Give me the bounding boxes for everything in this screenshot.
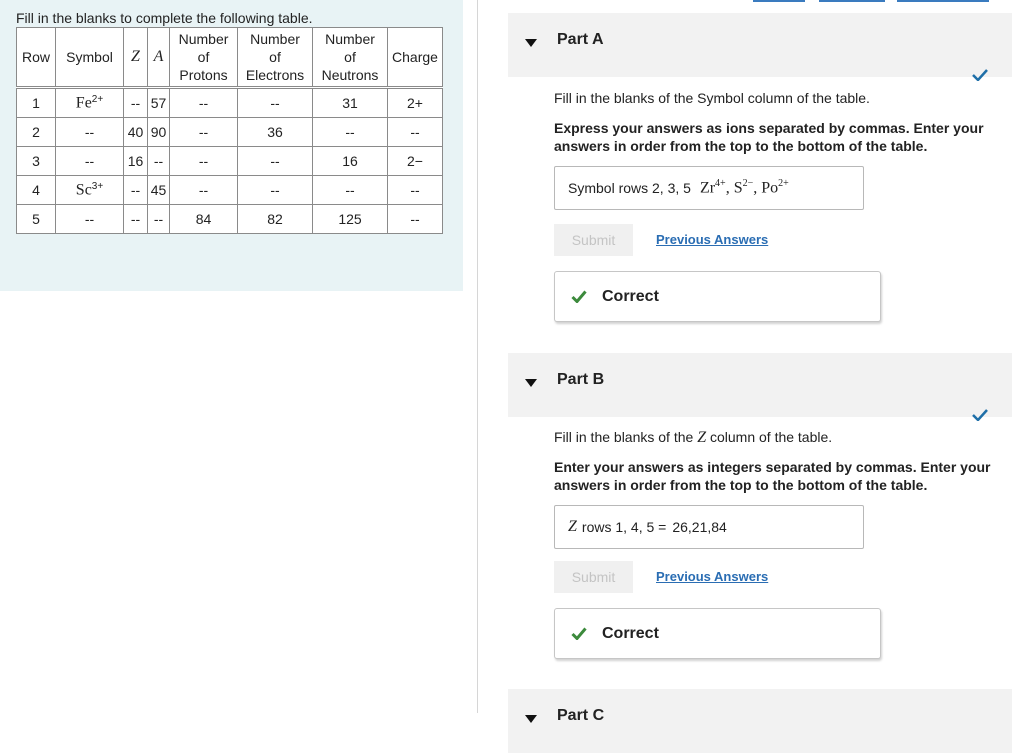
cell-charge: 2+ [388,88,443,118]
header-row: Row [17,28,56,88]
table-row [17,88,443,118]
cell-neutrons: 125 [313,205,388,234]
checkmark-icon [972,69,988,81]
cell-z: -- [124,205,148,234]
part-a-previous-answers-link[interactable]: Previous Answers [656,232,769,247]
header-electrons: Number of Electrons [238,28,313,88]
header-neutrons: Number of Neutrons [313,28,388,88]
answer-label: Symbol rows 2, 3, 5 [568,180,691,196]
cell-a: 90 [148,118,170,147]
data-table [16,27,443,234]
part-a-header[interactable] [508,13,1012,77]
cell-electrons: 36 [238,118,313,147]
cell-neutrons: 31 [313,88,388,118]
cell-z: 16 [124,147,148,176]
table-instructions: Fill in the blanks to complete the following table. [16,10,313,26]
cell-row: 3 [17,147,56,176]
cell-protons: -- [170,176,238,205]
part-b-instruction: Enter your answers as integers separated by commas. Enter your answers in order from the top to the bottom of the table. [554,459,991,493]
panel-divider [477,0,478,713]
cell-neutrons: 16 [313,147,388,176]
top-nav-links[interactable] [735,0,995,2]
header-charge: Charge [388,28,443,88]
cell-symbol: $Sc^{3+}$ [56,176,124,205]
part-a-answer-field[interactable] [554,166,864,210]
table-row [17,118,443,147]
feedback-text: Correct [602,287,659,305]
part-c-header[interactable] [508,689,1012,753]
part-b-prompt: Fill in the blanks of the Z column of the table. [554,429,833,446]
part-b-answer-field[interactable] [554,505,864,549]
collapse-triangle-icon[interactable] [525,379,537,387]
cell-charge: -- [388,205,443,234]
table-row [17,205,443,234]
part-a-submit-button[interactable]: Submit [554,224,633,256]
cell-symbol: $Fe^{2+}$ [56,88,124,118]
cell-protons: 84 [170,205,238,234]
part-b-previous-answers-link[interactable]: Previous Answers [656,569,769,584]
answer-var: Z [568,518,577,535]
cell-electrons: -- [238,88,313,118]
header-a: A [148,28,170,88]
part-b-feedback [554,608,881,659]
cell-electrons: -- [238,147,313,176]
cell-charge: 2− [388,147,443,176]
cell-neutrons: -- [313,176,388,205]
header-symbol: Symbol [56,28,124,88]
cell-charge: -- [388,118,443,147]
table-row [17,176,443,205]
cell-symbol: -- [56,118,124,147]
correct-check-icon [571,627,587,640]
part-b-submit-button[interactable]: Submit [554,561,633,593]
cell-protons: -- [170,88,238,118]
cell-row: 5 [17,205,56,234]
cell-neutrons: -- [313,118,388,147]
part-c-title: Part C [557,707,605,724]
cell-electrons: 82 [238,205,313,234]
cell-z: -- [124,88,148,118]
part-b-title: Part B [557,371,605,388]
cell-electrons: -- [238,176,313,205]
table-row [17,147,443,176]
cell-z: 40 [124,118,148,147]
checkmark-icon [972,409,988,421]
collapse-triangle-icon[interactable] [525,715,537,723]
part-a-prompt: Fill in the blanks of the Symbol column of the table. [554,90,870,106]
part-a-feedback [554,271,881,322]
cell-a: 57 [148,88,170,118]
cell-charge: -- [388,176,443,205]
cell-protons: -- [170,118,238,147]
part-a-instruction: Express your answers as ions separated by commas. Enter your answers in order from the top to the bottom of the table. [554,120,984,154]
cell-a: -- [148,205,170,234]
cell-a: -- [148,147,170,176]
answer-value: $Zr^{4+}$, $S^{2-}$, $Po^{2+}$ [699,178,789,197]
header-protons: Number of Protons [170,28,238,88]
feedback-text: Correct [602,624,659,642]
answer-value: 26,21,84 [672,519,727,535]
cell-row: 2 [17,118,56,147]
answer-label: rows 1, 4, 5 = [581,519,667,535]
cell-a: 45 [148,176,170,205]
header-z: Z [124,28,148,88]
cell-row: 1 [17,88,56,118]
correct-check-icon [571,290,587,303]
cell-row: 4 [17,176,56,205]
cell-z: -- [124,176,148,205]
cell-symbol: -- [56,147,124,176]
part-b-header[interactable] [508,353,1012,417]
cell-protons: -- [170,147,238,176]
cell-symbol: -- [56,205,124,234]
part-a-title: Part A [557,31,604,48]
collapse-triangle-icon[interactable] [525,39,537,47]
